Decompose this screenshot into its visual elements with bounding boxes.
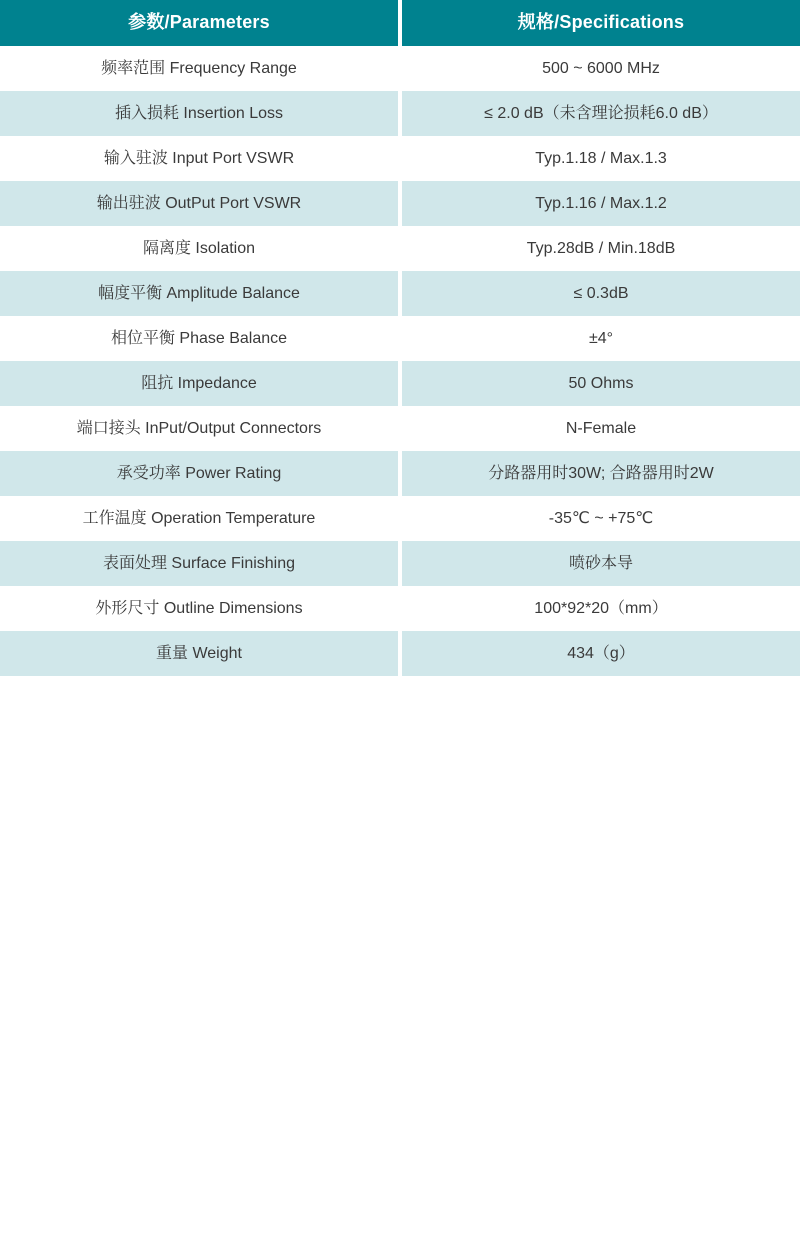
- empty-page-area: [0, 676, 800, 1252]
- specification-cell: -35℃ ~ +75℃: [402, 496, 800, 541]
- specification-cell: Typ.1.18 / Max.1.3: [402, 136, 800, 181]
- table-row: [0, 586, 800, 631]
- table-row: [0, 406, 800, 451]
- table-header-row: [0, 0, 800, 46]
- specification-cell: 分路器用时30W; 合路器用时2W: [402, 451, 800, 496]
- table-row: [0, 316, 800, 361]
- parameter-cell: 插入损耗 Insertion Loss: [0, 91, 398, 136]
- table-row: [0, 91, 800, 136]
- parameter-cell: 阻抗 Impedance: [0, 361, 398, 406]
- table-row: [0, 181, 800, 226]
- parameter-cell: 工作温度 Operation Temperature: [0, 496, 398, 541]
- parameter-cell: 表面处理 Surface Finishing: [0, 541, 398, 586]
- specification-cell: ±4°: [402, 316, 800, 361]
- parameter-cell: 频率范围 Frequency Range: [0, 46, 398, 91]
- table-row: [0, 451, 800, 496]
- table-row: [0, 46, 800, 91]
- specification-cell: 50 Ohms: [402, 361, 800, 406]
- parameter-cell: 外形尺寸 Outline Dimensions: [0, 586, 398, 631]
- header-specifications: 规格/Specifications: [402, 0, 800, 46]
- parameter-cell: 相位平衡 Phase Balance: [0, 316, 398, 361]
- table-row: [0, 541, 800, 586]
- specification-cell: 喷砂本导: [402, 541, 800, 586]
- table-row: [0, 271, 800, 316]
- parameter-cell: 重量 Weight: [0, 631, 398, 676]
- header-parameters: 参数/Parameters: [0, 0, 398, 46]
- table-row: [0, 361, 800, 406]
- specification-cell: Typ.1.16 / Max.1.2: [402, 181, 800, 226]
- table-row: [0, 226, 800, 271]
- specification-cell: ≤ 2.0 dB（未含理论损耗6.0 dB）: [402, 91, 800, 136]
- specification-cell: 100*92*20（mm）: [402, 586, 800, 631]
- specification-cell: 434（g）: [402, 631, 800, 676]
- parameter-cell: 幅度平衡 Amplitude Balance: [0, 271, 398, 316]
- specification-cell: N-Female: [402, 406, 800, 451]
- specification-cell: 500 ~ 6000 MHz: [402, 46, 800, 91]
- table-row: [0, 136, 800, 181]
- parameter-cell: 承受功率 Power Rating: [0, 451, 398, 496]
- table-body: [0, 46, 800, 676]
- specification-cell: Typ.28dB / Min.18dB: [402, 226, 800, 271]
- parameter-cell: 端口接头 InPut/Output Connectors: [0, 406, 398, 451]
- parameter-cell: 隔离度 Isolation: [0, 226, 398, 271]
- parameter-cell: 输入驻波 Input Port VSWR: [0, 136, 398, 181]
- table-row: [0, 496, 800, 541]
- parameter-cell: 输出驻波 OutPut Port VSWR: [0, 181, 398, 226]
- specification-cell: ≤ 0.3dB: [402, 271, 800, 316]
- table-row: [0, 631, 800, 676]
